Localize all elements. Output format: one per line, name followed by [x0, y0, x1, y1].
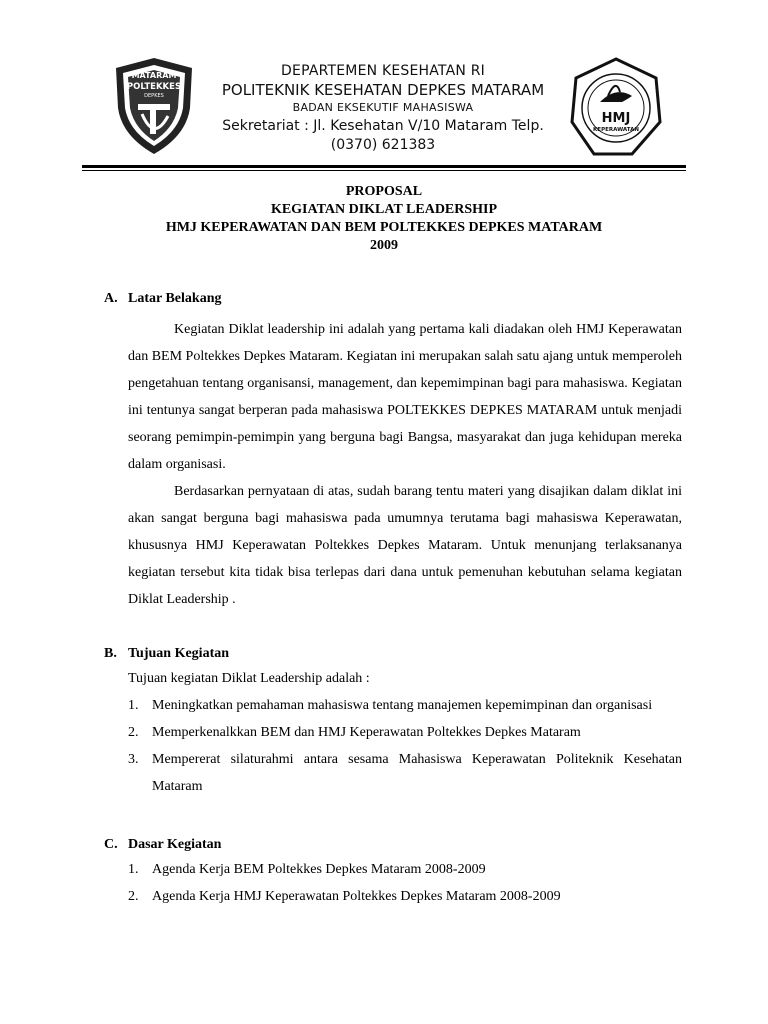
- letterhead-divider-thin: [82, 170, 686, 171]
- letterhead-phone: (0370) 621383: [330, 137, 436, 153]
- list-item: 2. Memperkenalkkan BEM dan HMJ Keperawatan Poltekkes Depkes Mataram: [128, 725, 581, 740]
- section-letter: A.: [104, 291, 118, 306]
- list-item: 1. Agenda Kerja BEM Poltekkes Depkes Mataram 2008-2009: [128, 862, 486, 877]
- svg-text:HMJ: HMJ: [601, 111, 631, 126]
- objectives-list: [128, 692, 682, 800]
- list-item: 1. Meningkatkan pemahaman mahasiswa tentang manajemen kepemimpinan dan organisasi: [128, 698, 653, 713]
- hmj-keperawatan-logo: [570, 56, 662, 158]
- svg-text:POLTEKKES: POLTEKKES: [126, 82, 182, 92]
- letterhead: [196, 62, 570, 155]
- letterhead-institution: POLITEKNIK KESEHATAN DEPKES MATARAM: [221, 81, 545, 99]
- list-item: 2. Agenda Kerja HMJ Keperawatan Poltekkes Depkes Mataram 2008-2009: [128, 889, 561, 904]
- section-letter: B.: [104, 646, 117, 661]
- document-body: [104, 288, 682, 910]
- section-c-heading: [104, 834, 682, 856]
- list-item: 3. Mempererat silaturahmi antara sesama Mahasiswa Keperawatan Politeknik Kesehatan Mataram: [128, 752, 682, 794]
- poltekkes-mataram-logo: [112, 56, 196, 156]
- letterhead-address: Sekretariat : Jl. Kesehatan V/10 Mataram Telp.: [222, 118, 544, 134]
- basis-list: [128, 856, 682, 910]
- objectives-intro: Tujuan kegiatan Diklat Leadership adalah :: [128, 671, 370, 686]
- letterhead-organization: BADAN EKSEKUTIF MAHASISWA: [292, 101, 474, 114]
- title-activity: KEGIATAN DIKLAT LEADERSHIP: [270, 202, 498, 217]
- section-letter: C.: [104, 837, 118, 852]
- letterhead-divider-thick: [82, 165, 686, 168]
- title-proposal: PROPOSAL: [345, 184, 423, 199]
- section-title: Latar Belakang: [128, 291, 222, 306]
- title-year: 2009: [370, 238, 398, 253]
- background-paragraph-2: Berdasarkan pernyataan di atas, sudah barang tentu materi yang disajikan dalam diklat ini akan sangat berguna bagi mahasiswa pada umumnya terutama bagi mahasiswa Keperawatan, khususnya HMJ Keperawatan Poltekkes Depkes Mataram. Untuk menunjang terlaksananya kegiatan tersebut kita tidak bisa terlepas dari dana untuk pemenuhan kebutuhan selama kegiatan Diklat Leadership .: [128, 484, 682, 607]
- section-b-heading: [104, 643, 682, 665]
- svg-text:KEPERAWATAN: KEPERAWATAN: [593, 127, 639, 133]
- title-organizers: HMJ KEPERAWATAN DAN BEM POLTEKKES DEPKES MATARAM: [165, 220, 603, 235]
- section-title: Dasar Kegiatan: [128, 837, 222, 852]
- background-paragraph-1: Kegiatan Diklat leadership ini adalah yang pertama kali diadakan oleh HMJ Keperawatan dan BEM Poltekkes Depkes Mataram. Kegiatan ini merupakan salah satu ajang untuk memperoleh pengetahuan tentang organisansi, management, dan kepemimpinan bagi para mahasiswa. Kegiatan ini tentunya sangat berperan pada mahasiswa POLTEKKES DEPKES MATARAM untuk menjadi seorang pemimpin-pemimpin yang berguna bagi Bangsa, masyarakat dan juga kehidupan mereka dalam organisasi.: [128, 322, 683, 472]
- letterhead-department: DEPARTEMEN KESEHATAN RI: [281, 63, 485, 79]
- section-a-heading: [104, 288, 682, 310]
- section-title: Tujuan Kegiatan: [128, 646, 230, 661]
- svg-text:DEPKES: DEPKES: [144, 93, 164, 99]
- proposal-title: [82, 183, 686, 255]
- svg-text:MATARAM: MATARAM: [131, 71, 177, 80]
